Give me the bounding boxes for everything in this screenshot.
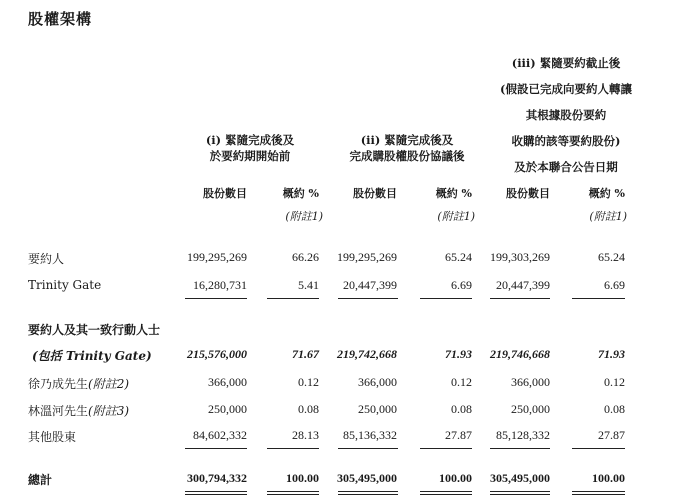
- cell-pct-1: 100.00: [286, 471, 319, 485]
- row-label: [28, 375, 129, 392]
- col3-header-line: 收購的該等要約股份): [511, 134, 621, 148]
- concert-label: 要約人及其一致行動人士: [28, 323, 161, 337]
- cell-shares-1: 215,576,000: [187, 347, 247, 361]
- subtotal-rule: [185, 298, 247, 299]
- cell-pct-1: 71.67: [292, 347, 319, 361]
- cell-pct-2: 65.24: [445, 250, 472, 264]
- cell-shares-2: 219,742,668: [337, 347, 397, 361]
- col3-header-line: 及於本聯合公告日期: [514, 160, 618, 174]
- note-ref: (附註1): [589, 210, 627, 223]
- col3-header-line: (假設已完成向要約人轉讓: [500, 82, 632, 96]
- subtotal-rule: [338, 298, 398, 299]
- row-label: Trinity Gate: [28, 278, 102, 292]
- row-label-name: 徐乃成先生: [28, 377, 89, 391]
- cell-pct-3: 100.00: [592, 471, 625, 485]
- cell-shares-2: 250,000: [358, 402, 397, 416]
- cell-shares-2: 199,295,269: [337, 250, 397, 264]
- total-rule: [420, 448, 472, 449]
- cell-pct-2: 71.93: [445, 347, 472, 361]
- cell-pct-2: 0.08: [451, 402, 472, 416]
- approx-header: 概約 %: [282, 187, 319, 200]
- cell-shares-1: 250,000: [208, 402, 247, 416]
- total-label: 總計: [28, 473, 53, 487]
- approx-header: 概約 %: [435, 187, 472, 200]
- row-label-note: (附註3): [88, 404, 130, 418]
- cell-pct-3: 71.93: [598, 347, 625, 361]
- col2-header: [342, 132, 472, 164]
- total-rule: [490, 448, 550, 449]
- cell-shares-1: 16,280,731: [193, 278, 247, 292]
- cell-shares-1: 84,602,332: [193, 428, 247, 442]
- row-label-name: 林溫河先生: [28, 404, 89, 418]
- subtotal-rule: [420, 298, 472, 299]
- cell-pct-2: 100.00: [439, 471, 472, 485]
- cell-pct-3: 0.12: [604, 375, 625, 389]
- double-rule: [185, 491, 247, 495]
- cell-shares-3: 219,746,668: [490, 347, 550, 361]
- cell-shares-3: 366,000: [511, 375, 550, 389]
- col1-header-line: (i) 緊隨完成後及: [205, 133, 295, 147]
- col1-header: [190, 132, 310, 164]
- row-label: 其他股東: [28, 430, 77, 444]
- row-label: [28, 402, 129, 419]
- shares-header: 股份數目: [506, 187, 550, 200]
- cell-shares-2: 305,495,000: [337, 471, 397, 485]
- col3-header-line: 其根據股份要約: [525, 108, 607, 122]
- concert-label-sub: (包括 Trinity Gate): [32, 349, 152, 363]
- shares-header: 股份數目: [203, 187, 247, 200]
- double-rule: [490, 491, 550, 495]
- col1-header-line: 於要約期開始前: [209, 149, 291, 163]
- cell-pct-1: 5.41: [298, 278, 319, 292]
- total-rule: [267, 448, 319, 449]
- cell-shares-2: 85,136,332: [343, 428, 397, 442]
- col3-header: [486, 50, 646, 180]
- cell-pct-1: 66.26: [292, 250, 319, 264]
- cell-pct-3: 0.08: [604, 402, 625, 416]
- cell-pct-2: 0.12: [451, 375, 472, 389]
- row-label: 要約人: [28, 252, 65, 266]
- cell-shares-1: 199,295,269: [187, 250, 247, 264]
- cell-shares-3: 199,303,269: [490, 250, 550, 264]
- cell-pct-2: 6.69: [451, 278, 472, 292]
- subtotal-rule: [490, 298, 550, 299]
- cell-shares-3: 250,000: [511, 402, 550, 416]
- cell-pct-3: 65.24: [598, 250, 625, 264]
- cell-pct-1: 0.12: [298, 375, 319, 389]
- cell-pct-1: 0.08: [298, 402, 319, 416]
- subtotal-rule: [267, 298, 319, 299]
- cell-pct-1: 28.13: [292, 428, 319, 442]
- cell-shares-3: 305,495,000: [490, 471, 550, 485]
- total-rule: [572, 448, 625, 449]
- row-label-note: (附註2): [88, 377, 130, 391]
- double-rule: [420, 491, 472, 495]
- subtotal-rule: [572, 298, 625, 299]
- cell-shares-1: 300,794,332: [187, 471, 247, 485]
- total-rule: [338, 448, 398, 449]
- shares-header: 股份數目: [353, 187, 397, 200]
- page-title: 股權架構: [28, 10, 93, 28]
- double-rule: [267, 491, 319, 495]
- cell-pct-2: 27.87: [445, 428, 472, 442]
- cell-shares-2: 366,000: [358, 375, 397, 389]
- col2-header-line: 完成購股權股份協議後: [349, 149, 465, 163]
- approx-header: 概約 %: [588, 187, 625, 200]
- cell-shares-2: 20,447,399: [343, 278, 397, 292]
- cell-shares-3: 85,128,332: [496, 428, 550, 442]
- note-ref: (附註1): [285, 210, 323, 223]
- col3-header-line: (iii) 緊隨要約截止後: [511, 56, 621, 70]
- cell-pct-3: 27.87: [598, 428, 625, 442]
- col2-header-line: (ii) 緊隨完成後及: [360, 133, 454, 147]
- note-ref: (附註1): [437, 210, 475, 223]
- cell-shares-3: 20,447,399: [496, 278, 550, 292]
- cell-shares-1: 366,000: [208, 375, 247, 389]
- cell-pct-3: 6.69: [604, 278, 625, 292]
- double-rule: [338, 491, 398, 495]
- double-rule: [572, 491, 625, 495]
- total-rule: [185, 448, 247, 449]
